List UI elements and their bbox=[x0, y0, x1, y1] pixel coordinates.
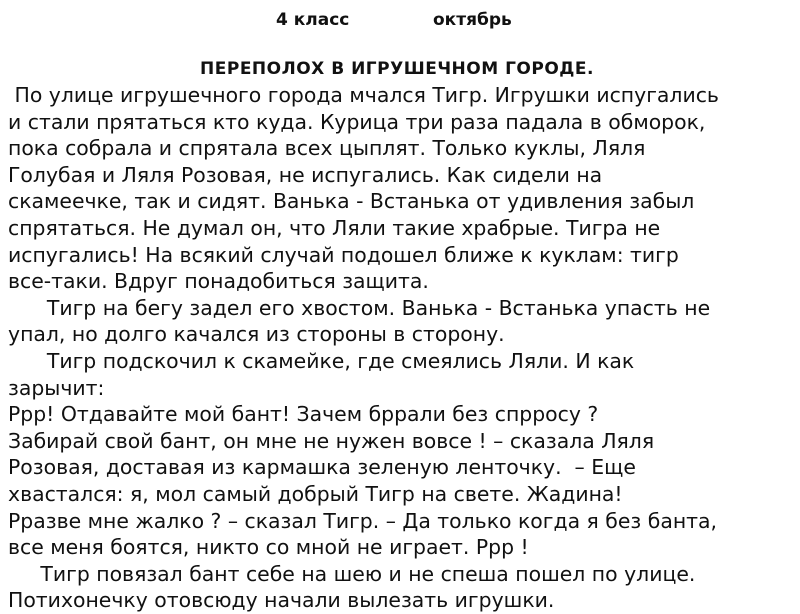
text-line: Забирай свой бант, он мне не нужен вовсе ! – сказала Ляля bbox=[8, 428, 655, 453]
text-line: упал, но долго качался из стороны в сторону. bbox=[8, 322, 505, 347]
text-line: Голубая и Ляля Розовая, не испугались. Как сидели на bbox=[8, 162, 603, 187]
text-line: все-таки. Вдруг понадобиться защита. bbox=[8, 269, 429, 294]
story-title: ПЕРЕПОЛОХ В ИГРУШЕЧНОМ ГОРОДЕ. bbox=[200, 59, 594, 79]
text-line: Розовая, доставая из кармашка зеленую ленточку. – Еще bbox=[8, 455, 636, 480]
text-line: зарычит: bbox=[8, 375, 105, 400]
text-line: испугались! На всякий случай подошел ближе к куклам: тигр bbox=[8, 242, 679, 267]
text-line: Рразве мне жалко ? – сказал Тигр. – Да только когда я без банта, bbox=[8, 508, 718, 533]
text-line: скамеечке, так и сидят. Ванька - Встанька от удивления забыл bbox=[8, 189, 695, 214]
text-line: Ррр! Отдавайте мой бант! Зачем бррали без спррoсу ? bbox=[8, 402, 599, 427]
story-text bbox=[8, 82, 798, 614]
text-line: Тигр на бегу задел его хвостом. Ванька - Встанька упасть не bbox=[8, 295, 711, 320]
text-line: Тигр подскочил к скамейке, где смеялись Ляли. И как bbox=[8, 348, 635, 373]
text-line: и стали прятаться кто куда. Курица три раза падала в обморок, bbox=[8, 109, 706, 134]
worksheet-header bbox=[0, 10, 800, 34]
text-line: все меня боятся, никто со мной не играет. Ррр ! bbox=[8, 535, 529, 560]
text-line: Потихонечку отовсюду начали вылезать игрушки. bbox=[8, 588, 555, 613]
text-line: Тигр повязал бант себе на шею и не спеша пошел по улице. bbox=[8, 561, 696, 586]
month-label: октябрь bbox=[433, 10, 512, 30]
text-line: спрятаться. Не думал он, что Ляли такие храбрые. Тигра не bbox=[8, 215, 661, 240]
grade-label: 4 класс bbox=[276, 10, 350, 30]
text-line: хвастался: я, мол самый добрый Тигр на свете. Жадина! bbox=[8, 481, 623, 506]
text-line: пока собрала и спрятала всех цыплят. Только куклы, Ляля bbox=[8, 136, 646, 161]
text-line: По улице игрушечного города мчался Тигр. Игрушки испугались bbox=[8, 83, 719, 107]
